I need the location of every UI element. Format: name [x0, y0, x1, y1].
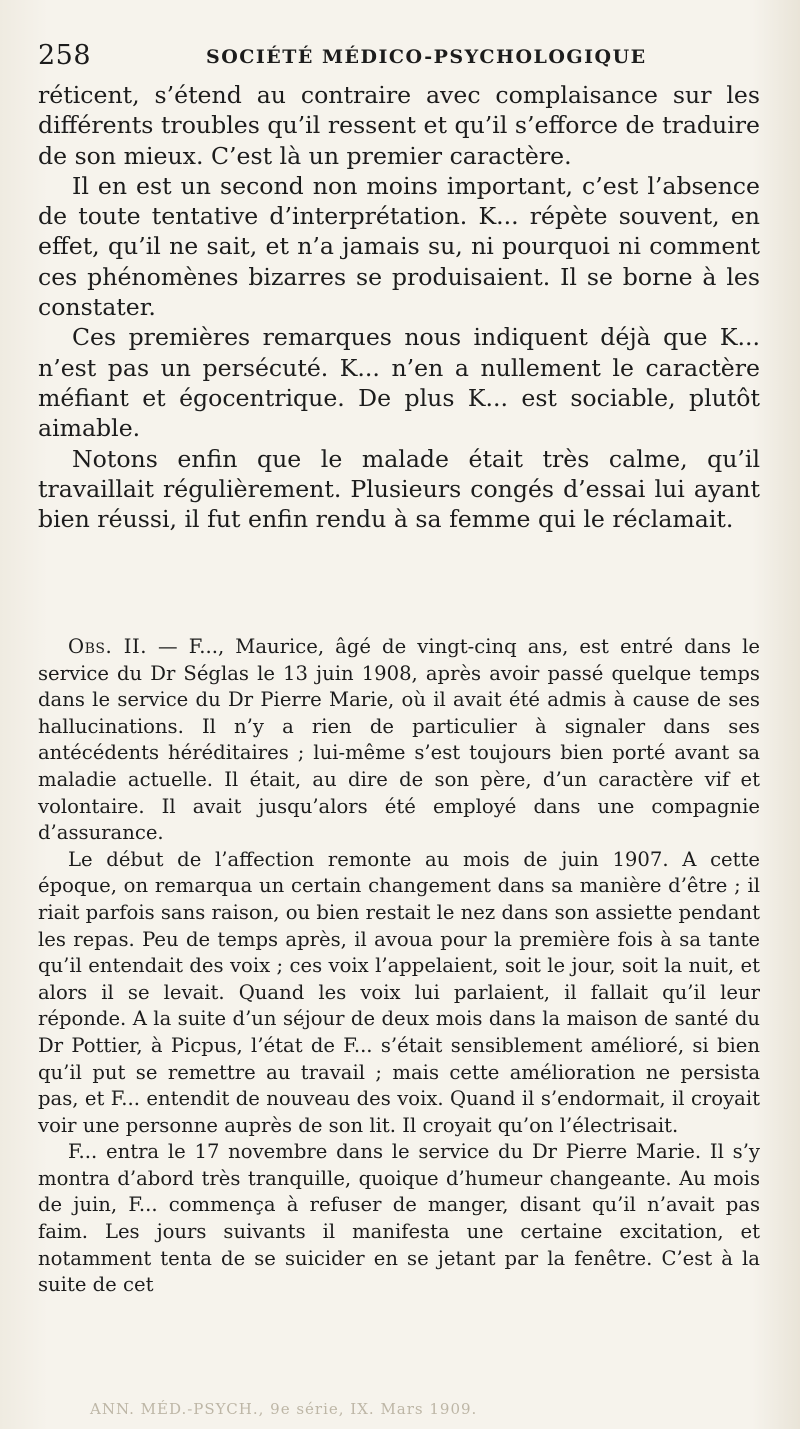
- page-footer-signature: ANN. MÉD.-PSYCH., 9e série, IX. Mars 1909.: [90, 1400, 478, 1418]
- observation-text: — F..., Maurice, âgé de vingt-cinq ans, est entré dans le service du Dr Séglas le 13 juin 1908, après avoir passé quelque temps dans le service du Dr Pierre Marie, où il avait été admis à cause de ses hallucinations. Il n’y a rien de particulier à signaler dans ses antécédents héréditaires ; lui-même s’est toujours bien porté avant sa maladie actuelle. Il était, au dire de son père, d’un caractère vif et volontaire. Il avait jusqu’alors été employé dans une compagnie d’assurance.: [38, 635, 760, 845]
- paragraph: réticent, s’étend au contraire avec complaisance sur les différents troubles qu’il ressent et qu’il s’efforce de traduire de son mieux. C’est là un premier caractère.: [38, 81, 760, 170]
- paragraph: Le début de l’affection remonte au mois de juin 1907. A cette époque, on remarqua un certain changement dans sa manière d’être ; il riait parfois sans raison, ou bien restait le nez dans son assiette pendant les repas. Peu de temps après, il avoua pour la première fois à sa tante qu’il entendait des voix ; ces voix l’appelaient, soit le jour, soit la nuit, et alors il se levait. Quand les voix lui parlaient, il fallait qu’il leur réponde. A la suite d’un séjour de deux mois dans la maison de santé du Dr Pottier, à Picpus, l’état de F... s’était sensiblement amélioré, si bien qu’il put se remettre au travail ; mais cette amélioration ne persista pas, et F... entendit de nouveau des voix. Quand il s’endormait, il croyait voir une personne auprès de son lit. Il croyait qu’on l’électrisait.: [38, 847, 760, 1137]
- observation-one-conclusion: [38, 80, 760, 534]
- observation-two: [38, 634, 760, 1299]
- paragraph: Ces premières remarques nous indiquent déjà que K... n’est pas un persécuté. K... n’en a nullement le caractère méfiant et égocentrique. De plus K... est sociable, plutôt aimable.: [38, 323, 760, 443]
- running-head: SOCIÉTÉ MÉDICO-PSYCHOLOGIQUE: [206, 46, 647, 68]
- paragraph: F... entra le 17 novembre dans le service du Dr Pierre Marie. Il s’y montra d’abord très tranquille, quoique d’humeur changeante. Au mois de juin, F... commença à refuser de manger, disant qu’il n’avait pas faim. Les jours suivants il manifesta une certaine excitation, et notamment tenta de se suicider en se jetant par la fenêtre. C’est à la suite de cet: [38, 1140, 760, 1297]
- paragraph: Il en est un second non moins important, c’est l’absence de toute tentative d’interprétation. K... répète souvent, en effet, qu’il ne sait, et n’a jamais su, ni pourquoi ni comment ces phénomènes bizarres se produisaient. Il se borne à les constater.: [38, 171, 760, 322]
- page-number: 258: [38, 40, 92, 71]
- paragraph: Notons enfin que le malade était très calme, qu’il travaillait régulièrement. Plusieurs congés d’essai lui ayant bien réussi, il fut enfin rendu à sa femme qui le réclamait.: [38, 444, 760, 534]
- observation-paragraph: [38, 634, 760, 847]
- page-header: [38, 34, 760, 74]
- observation-label: Obs. II.: [68, 635, 147, 658]
